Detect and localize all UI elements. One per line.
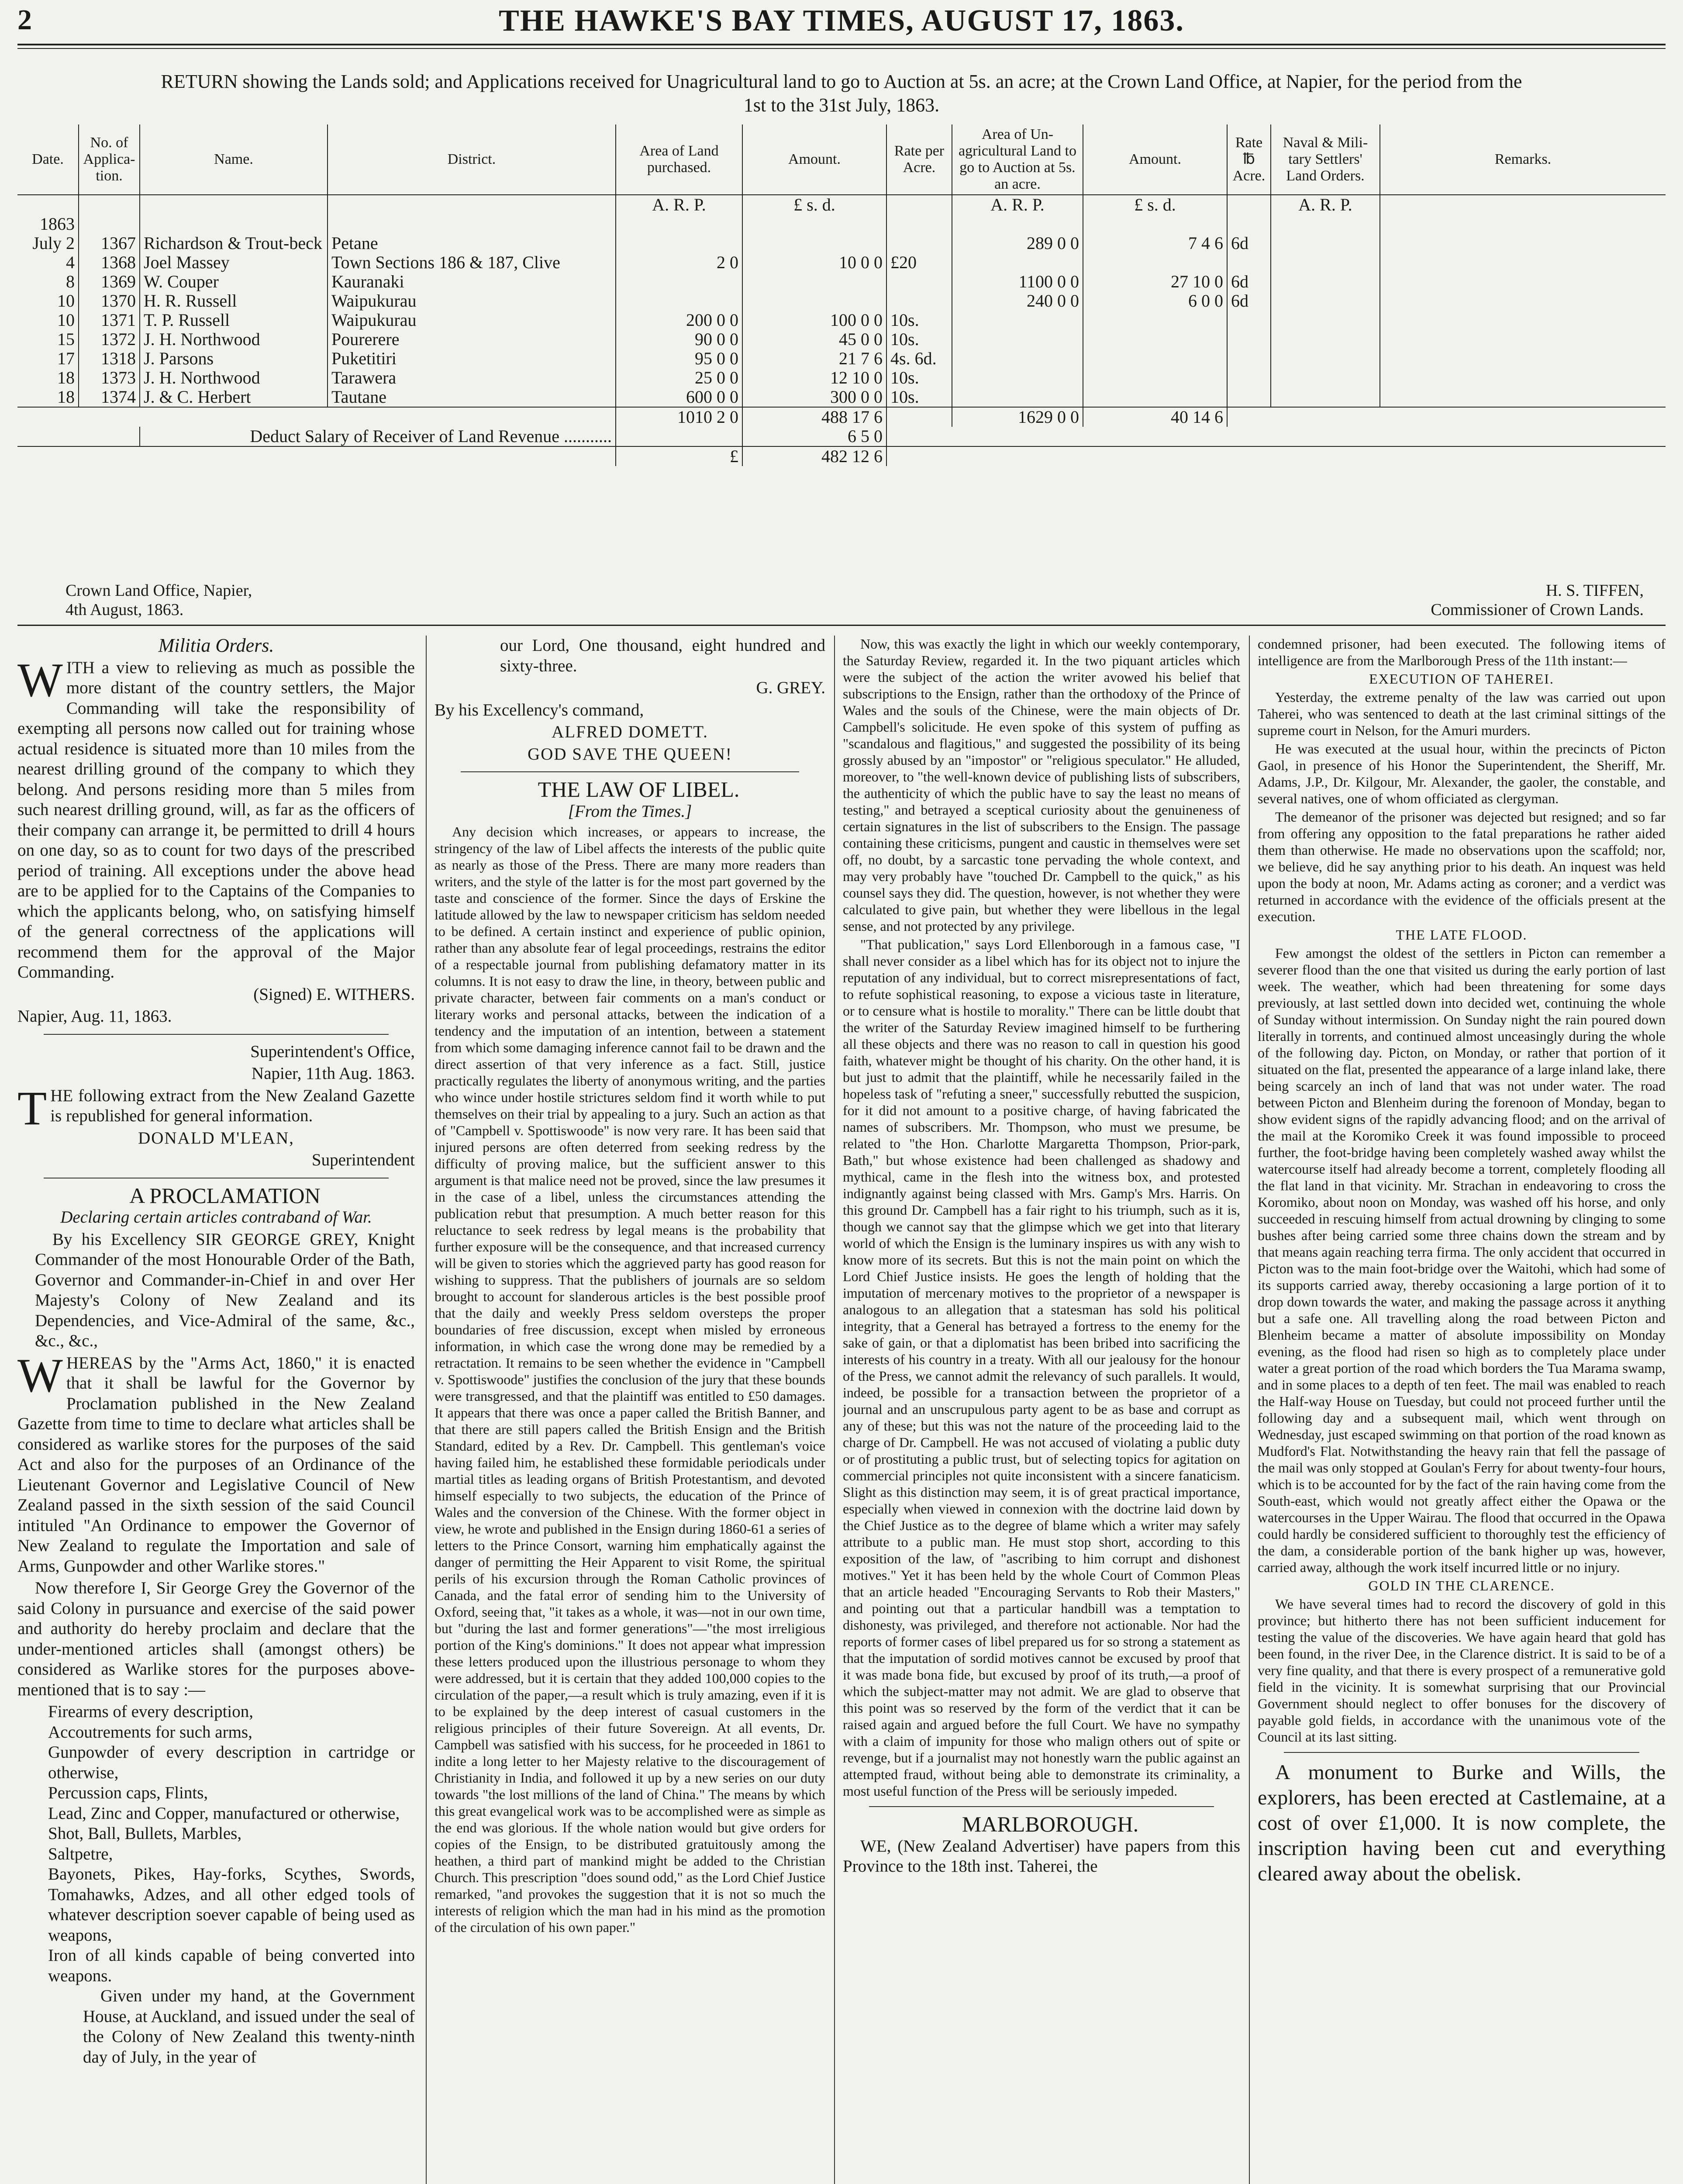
return-row (17, 291, 1666, 311)
libel-article-source: [From the Times.] (568, 802, 692, 821)
return-cell: 300 0 0 (742, 387, 886, 407)
return-cell (952, 387, 1083, 407)
marlborough-continued: condemned prisoner, had been executed. The following items of intelligence are from the Marlborough Press of the 11th instant:— (1258, 636, 1666, 668)
return-cell: 1367 (79, 234, 140, 253)
return-cell: 1100 0 0 (952, 272, 1083, 291)
return-cell: 10s. (886, 368, 952, 387)
return-cell: Town Sections 186 & 187, Clive (328, 253, 616, 272)
return-cell: 18 (17, 368, 79, 387)
return-summary-cell: Deduct Salary of Receiver of Land Revenue ........... (140, 427, 616, 446)
proclamation-intro: By his Excellency SIR GEORGE GREY, Knight Commander of the most Honourable Order of the Bath, Governor and Commander-in-Chief in and over Her Majesty's Colony of New Zealand and its Dependencies, and Vice-Admiral of the same, &c., &c., &c., (35, 1230, 415, 1350)
return-summary-cell: 1629 0 0 (952, 407, 1083, 427)
return-cell (1271, 234, 1380, 253)
return-summary-cell: 1010 2 0 (616, 407, 742, 427)
return-cell (1380, 214, 1666, 234)
return-cell (1380, 311, 1666, 330)
proclamation-subtitle: Declaring certain articles contraband of War. (60, 1208, 372, 1227)
return-cell (952, 311, 1083, 330)
return-cell: Kauranaki (328, 272, 616, 291)
return-cell (140, 214, 328, 234)
divider (461, 771, 799, 772)
gold-body: We have several times had to record the discovery of gold in this province; but hitherto there has not been sufficient inducement for testing the value of the discoveries. We have again heard that gold has been found, in the river Dee, in the Clarence district. It is said to be of a very fine quality, and that there is every prospect of a remunerative gold field in the vicinity. It is somewhat surprising that our Provincial Government should neglect to offer bonuses for the discovery of payable gold fields, in accordance with the unanimous vote of the Council at its last sitting. (1258, 1596, 1666, 1745)
return-cell: 10s. (886, 387, 952, 407)
return-column-header: Area of Un-agricultural Land to go to Auction at 5s. an acre. (952, 124, 1083, 195)
page-number: 2 (17, 4, 32, 36)
return-cell: 2 0 (616, 253, 742, 272)
superintendent-name: DONALD M'LEAN, (138, 1128, 294, 1147)
list-item: Firearms of every description, (48, 1702, 254, 1721)
return-footer-date: 4th August, 1863. (66, 601, 184, 619)
masthead-rule (17, 44, 1666, 45)
return-cell (952, 349, 1083, 368)
return-column-header: Name. (140, 124, 328, 195)
return-unit-label (886, 195, 952, 214)
return-cell (1271, 330, 1380, 349)
return-cell (952, 330, 1083, 349)
return-cell: J. & C. Herbert (140, 387, 328, 407)
return-cell: 600 0 0 (616, 387, 742, 407)
return-cell: Joel Massey (140, 253, 328, 272)
return-cell: 21 7 6 (742, 349, 886, 368)
masthead-title: THE HAWKE'S BAY TIMES, AUGUST 17, 1863. (499, 4, 1184, 38)
whereas-body: HEREAS by the "Arms Act, 1860," it is enacted that it shall be lawful for the Governor by Proclamation published in the New Zealand Gazette from time to time to declare what articles shall be considered as warlike stores for the purposes of the said Act and also for the purposes of an Ordinance of the Lieutenant Governor and Legislative Council of New Zealand passed in the sixth session of the said Council intituled "An Ordinance to empower the Governor of New Zealand to regulate the Importation and sale of Arms, Gunpowder and other Warlike stores." (17, 1353, 415, 1576)
return-cell: Waipukurau (328, 311, 616, 330)
return-unit-label (1380, 195, 1666, 214)
return-summary-cell: 482 12 6 (742, 446, 886, 466)
return-cell (742, 291, 886, 311)
return-row (17, 349, 1666, 368)
return-row (17, 368, 1666, 387)
return-cell (952, 253, 1083, 272)
return-column-header: District. (328, 124, 616, 195)
list-item: Percussion caps, Flints, (48, 1783, 208, 1802)
libel-article-title: THE LAW OF LIBEL. (538, 777, 740, 802)
return-cell: 1372 (79, 330, 140, 349)
return-unit-label: £ s. d. (1083, 195, 1227, 214)
return-row (17, 234, 1666, 253)
return-cell (952, 368, 1083, 387)
burke-wills-item: A monument to Burke and Wills, the explorers, has been erected at Castlemaine, at a cost of over £1,000. It is now complete, the inscription having been cut and everything cleared away about the obelisk. (1258, 1761, 1666, 1885)
return-cell (1083, 349, 1227, 368)
return-cell: 100 0 0 (742, 311, 886, 330)
return-cell: 25 0 0 (616, 368, 742, 387)
return-cell: 240 0 0 (952, 291, 1083, 311)
return-unit-label: £ s. d. (742, 195, 886, 214)
given-under-hand: Given under my hand, at the Government House, at Auckland, and issued under the seal of the Colony of New Zealand this twenty-ninth day of July, in the year of (83, 1987, 415, 2067)
whereas-paragraph (17, 1348, 415, 1577)
return-cell: Petane (328, 234, 616, 253)
return-cell (1083, 387, 1227, 407)
return-cell (1083, 330, 1227, 349)
return-cell: £20 (886, 253, 952, 272)
execution-heading: EXECUTION OF TAHEREI. (1369, 671, 1554, 687)
return-cell (1271, 253, 1380, 272)
return-cell (886, 214, 952, 234)
return-cell (886, 234, 952, 253)
return-cell (616, 234, 742, 253)
return-cell: 27 10 0 (1083, 272, 1227, 291)
return-summary-cell (17, 407, 616, 427)
militia-date: Napier, Aug. 11, 1863. (17, 1007, 172, 1026)
return-unit-label: A. R. P. (952, 195, 1083, 214)
masthead-rule-thin (17, 48, 1666, 49)
return-cell: 200 0 0 (616, 311, 742, 330)
return-cell: 10 (17, 291, 79, 311)
return-unit-label (1227, 195, 1271, 214)
return-cell: 1370 (79, 291, 140, 311)
list-item: Gunpowder of every description in cartridge or otherwise, (48, 1743, 415, 1782)
return-row (17, 214, 1666, 234)
return-cell (1380, 234, 1666, 253)
return-cell: 1369 (79, 272, 140, 291)
flood-body: Few amongst the oldest of the settlers in Picton can remember a severer flood than the one that visited us during the early portion of last week. The weather, which had been threatening for some days previously, at last settled down into decided wet, continuing the whole of Sunday without intermission. On Sunday night the rain poured down literally in torrents, and continued almost unceasingly during the whole of the following day. Picton, on Monday, or rather that portion of it situated on the flat, presented the appearance of a large inland lake, there being scarcely an inch of land that was not under water. The road between Picton and Blenheim during the forenoon of Monday, began to show evident signs of the rapidly advancing flood; and on the arrival of the mail at the Koromiko Creek it was found impossible to proceed further, the foot-bridge having been completely washed away whilst the watercourse itself had already become a torrent, completely flooding all the flat land in that vicinity. Mr. Strachan in endeavoring to cross the Koromiko, about noon on Monday, was washed off his horse, and only succeeded in rescuing himself from actual drowning by clinging to some bushes after being carried some three chains down the stream and by that means again reaching terra firma. The only accident that occurred in Picton was to the main foot-bridge over the Waitohi, which had some of its supports carried away, thereby occasioning a large portion of it to drop down towards the water, and making the passage across it anything but a safe one. All travelling along the road between Picton and Blenheim became a matter of absolute impossibility on Monday evening, as the flood had risen so high as to completely place under water a great portion of the road which borders the Tua Marama swamp, and in some places to a depth of ten feet. The mail was enabled to reach the Half-way House on Tuesday, but could not proceed further until the following day and a subsequent mail, which went through on Wednesday, just escaped swimming on that portion of the road known as Mudford's Flat. Notwithstanding the heavy rain that fell the passage of the mail was only stopped at Goulan's Ferry for about twenty-four hours, which is to be accounted for by the fact of the rain having come from the South-east, which would not greatly affect either the Opawa or the watercourses in the Upper Wairau. The flood that occurred in the Opawa could hardly be considered sufficient to thoroughly test the efficiency of the dam, a considerable portion of the bank higher up was, however, carried away, although the work itself incurred little or no injury. (1258, 945, 1666, 1575)
return-cell (1227, 330, 1271, 349)
return-cell (952, 214, 1083, 234)
return-cell (1271, 291, 1380, 311)
return-cell: 10 (17, 311, 79, 330)
gazette-notice (17, 1081, 415, 1135)
return-row (17, 330, 1666, 349)
office-date: Napier, 11th Aug. 1863. (252, 1064, 415, 1083)
proclamation-title: A PROCLAMATION (129, 1183, 321, 1208)
list-item: Shot, Ball, Bullets, Marbles, (48, 1824, 242, 1843)
return-cell: Waipukurau (328, 291, 616, 311)
return-cell: 1368 (79, 253, 140, 272)
return-cell: J. Parsons (140, 349, 328, 368)
return-summary-cell (886, 407, 952, 427)
return-cell: Tarawera (328, 368, 616, 387)
return-summary-cell: 488 17 6 (742, 407, 886, 427)
return-cell (616, 272, 742, 291)
return-cell: 4 (17, 253, 79, 272)
return-summary-cell (17, 446, 616, 466)
grey-signature: G. GREY. (756, 678, 825, 697)
return-cell: 18 (17, 387, 79, 407)
return-cell (1227, 387, 1271, 407)
return-cell (1083, 311, 1227, 330)
column-divider (426, 636, 427, 2184)
return-cell: 6d (1227, 234, 1271, 253)
return-column-header: No. of Applica-tion. (79, 124, 140, 195)
now-therefore-paragraph: Now therefore I, Sir George Grey the Governor of the said Colony in pursuance and exercise of the said power and authority do hereby proclaim and declare that the under-mentioned articles shall (amongst others) be considered as Warlike stores for the purposes above-mentioned that is to say :— (17, 1579, 415, 1699)
return-cell: Puketitiri (328, 349, 616, 368)
libel-article-body: Any decision which increases, or appears to increase, the stringency of the law of Libel affects the interests of the public quite as nearly as those of the Press. There are many more readers than writers, and the style of the latter is for the most part governed by the taste and conscience of the former. Since the days of Erskine the latitude allowed by the law to newspaper criticism has seldom needed to be defined. A certain instinct and experience of public opinion, rather than any absolute fear of legal proceedings, restrains the editor of a respectable journal from publishing defamatory matter in its columns. It is not easy to draw the line, in theory, between public and private character, between fair comments on a man's conduct or literary works and personal attacks, between the indication of a tendency and the imputation of an intention, between a statement from which some damaging inference cannot fail to be drawn and the direct assertion of that very inference as a fact. Still, justice practically regulates the liberty of anonymous writing, and the parties who wince under hostile strictures seldom find it worth while to put themselves on their trial by appealing to a jury. Such an action as that of "Campbell v. Spottiswoode" is now very rare. It has been said that injured persons are often deterred from seeking redress by the difficulty of proving malice, but the sufficient answer to this argument is that malice need not be proved, since the law presumes it in the case of a libel, unless the circumstances attending the publication rebut that presumption. A much better reason for this reluctance to seek redress by legal means is the probability that further exposure will be the consequence, and that increased currency will be given to stories which the aggrieved party has good reason for wishing to suppress. That the publishers of journals are so seldom brought to account for slanderous articles is the best possible proof that the daily and weekly Press seldom oversteps the proper boundaries of free discussion, except when misled by erroneous information, in which case the wrong done may be remedied by a retractation. It remains to be seen whether the evidence in "Campbell v. Spottiswoode" justifies the conclusion of the jury that these bounds were transgressed, and that the plaintiff was entitled to £50 damages. It appears that there was once a paper called the British Banner, and that there are still papers called the British Ensign and the British Standard, edited by a Rev. Dr. Campbell. This gentleman's voice having failed him, he established these formidable periodicals under martial titles as leading organs of British Protestantism, and devoted himself especially to two subjects, the education of the Prince of Wales and the conversion of the Chinese. With the former object in view, he wrote and published in the Ensign during 1860-61 a series of letters to the Prince Consort, warning him emphatically against the danger of permitting the Heir Apparent to visit Rome, the spiritual perils of his excursion through the Roman Catholic provinces of Canada, and the fatal error of sending him to the University of Oxford, seeing that, "it takes as a whole, it was—not in our own time, but "during the last and former generations"—"the most irreligious portion of the King's dominions." It does not appear what impression these letters produced upon the illustrious personage to whom they were addressed, but it is certain that they added 100,000 copies to the circulation of the paper,—a result which is truly amazing, even if it is to be explained by the deep interest of casual customers in the religious principles of their future Sovereign. At all events, Dr. Campbell was satisfied with his success, for he proceeded in 1861 to indite a long letter to her Majesty relative to the discouragement of Christianity in India, and followed it up by a new series on our duty towards "the lost millions of the land of China." The means by which this great evangelical work was to be accomplished were as simple as the end was glorious. If the whole nation would but give orders for copies of the Ensign, to be distributed gratuitously among the heathen, a third part of mankind might be added to the Christian Church. This prescription "does sound odd," as the Lord Chief Justice remarked, "and provokes the suggestion that it is not so much the interests of religion which the man had in his mind as the promotion of the circulation of his own paper." (435, 824, 825, 1935)
proclamation-continued: our Lord, One thousand, eight hundred and sixty-three. (500, 636, 825, 675)
gazette-notice-body: HE following extract from the New Zealand Gazette is republished for general information. (50, 1086, 415, 1125)
return-cell: 6 0 0 (1083, 291, 1227, 311)
return-cell (1380, 272, 1666, 291)
domett-signature: ALFRED DOMETT. (552, 722, 708, 741)
return-cell: T. P. Russell (140, 311, 328, 330)
return-cell: 12 10 0 (742, 368, 886, 387)
execution-para-2: He was executed at the usual hour, within the precincts of Picton Gaol, in presence of his Honor the Superintendent, the Sheriff, Mr. Adams, J.P., Dr. Kilgour, Mr. Alexander, the gaoler, the constable, and several natives, one of whom officiated as clergyman. (1258, 741, 1666, 806)
gold-heading: GOLD IN THE CLARENCE. (1368, 1578, 1555, 1593)
return-unit-label: A. R. P. (1271, 195, 1380, 214)
return-cell: Tautane (328, 387, 616, 407)
return-cell (886, 291, 952, 311)
column-3 (843, 636, 1240, 2184)
list-item: Accoutrements for such arms, (48, 1722, 252, 1742)
return-row (17, 311, 1666, 330)
return-title-line2: 1st to the 31st July, 1863. (743, 94, 940, 116)
return-cell (1227, 349, 1271, 368)
list-item: Saltpetre, (48, 1844, 113, 1863)
divider (1284, 1752, 1639, 1753)
militia-signed: (Signed) E. WITHERS. (253, 985, 415, 1004)
return-column-header: Naval & Mili-tary Settlers' Land Orders. (1271, 124, 1380, 195)
return-unit-label (17, 195, 79, 214)
return-cell (1380, 368, 1666, 387)
return-cell (616, 214, 742, 234)
table-bottom-rule (17, 625, 1666, 626)
return-cell (742, 272, 886, 291)
return-cell: 1373 (79, 368, 140, 387)
superintendent-title: Superintendent (311, 1151, 415, 1169)
drop-cap: W (17, 653, 63, 707)
list-item: Bayonets, Pikes, Hay-forks, Scythes, Swords, Tomahawks, Adzes, and all other edged tools of whatever description soever capable of being used as weapons, (48, 1865, 415, 1945)
column-2 (435, 636, 825, 2184)
return-cell: 1371 (79, 311, 140, 330)
return-cell (742, 234, 886, 253)
return-unit-label (140, 195, 328, 214)
return-title (17, 70, 1666, 117)
list-item: Iron of all kinds capable of being converted into weapons. (48, 1946, 415, 1985)
return-cell: Pourerere (328, 330, 616, 349)
return-summary-cell: 6 5 0 (742, 427, 886, 446)
return-cell: Richardson & Trout-beck (140, 234, 328, 253)
warlike-stores-list (17, 1702, 415, 1986)
marlborough-title: MARLBOROUGH. (962, 1812, 1139, 1836)
return-cell: 10s. (886, 330, 952, 349)
return-cell: July 2 (17, 234, 79, 253)
return-cell: J. H. Northwood (140, 368, 328, 387)
column-divider (1249, 636, 1250, 2184)
return-cell: 6d (1227, 291, 1271, 311)
libel-continued-1: Now, this was exactly the light in which our weekly contemporary, the Saturday Review, regarded it. In the two piquant articles which were the subject of the action the writer avowed his belief that subscriptions to the Ensign, rather than the orthodoxy of the Prince of Wales and the souls of the Chinese, were the main objects of Dr. Campbell's solicitude. He even spoke of this system of puffing as "scandalous and flagitious," and suggested the possibility of its being grossly abused by an "impostor" or "religious speculator." He alluded, moreover, to "the well-known device of publishing lists of subscribers, the authenticity of which the public have to say the least no means of testing," and betrayed a sceptical curiosity about the genuineness of certain signatures in the list of subscribers to the Ensign. The passage containing these criticisms, pungent and caustic in themselves were set off, no doubt, by a sarcastic tone pervading the whole context, and may very probably have "touched Dr. Campbell to the quick," as his counsel says they did. The question, however, is not whether they were calculated to give pain, but whether they were libellous in the legal sense, and not protected by any privilege. (843, 636, 1240, 934)
execution-para-3: The demeanor of the prisoner was dejected but resigned; and so far from offering any opposition to the fatal preparations he rather aided them than otherwise. He made no observations upon the scaffold; nor, we believe, did he say anything prior to his death. An inquest was held upon the body at noon, Mr. Adams acting as coroner; and a verdict was returned in accordance with the evidence of the officials present at the execution. (1258, 809, 1666, 924)
return-unit-label (79, 195, 140, 214)
return-cell (79, 214, 140, 234)
return-cell: 1318 (79, 349, 140, 368)
return-cell: 289 0 0 (952, 234, 1083, 253)
return-column-header: Rate ℔ Acre. (1227, 124, 1271, 195)
return-cell: 8 (17, 272, 79, 291)
return-cell (1271, 368, 1380, 387)
return-row (17, 387, 1666, 407)
list-item: Lead, Zinc and Copper, manufactured or otherwise, (48, 1804, 400, 1823)
by-command: By his Excellency's command, (435, 700, 644, 719)
return-row (17, 253, 1666, 272)
return-column-header: Area of Land purchased. (616, 124, 742, 195)
return-summary-row (17, 427, 1666, 446)
return-cell (1271, 387, 1380, 407)
return-row (17, 272, 1666, 291)
return-cell (616, 291, 742, 311)
return-column-header: Remarks. (1380, 124, 1666, 195)
return-cell (1227, 253, 1271, 272)
drop-cap: W (17, 1348, 63, 1402)
return-summary-cell (886, 427, 1666, 446)
return-cell (1380, 253, 1666, 272)
return-summary-cell (616, 427, 742, 446)
return-cell (328, 214, 616, 234)
return-footer-office (66, 581, 252, 619)
return-unit-label (328, 195, 616, 214)
marlborough-body: WE, (New Zealand Advertiser) have papers from this Province to the 18th inst. Taherei, the (843, 1836, 1240, 1876)
column-1 (17, 636, 415, 2184)
return-units-row (17, 195, 1666, 214)
return-cell (1271, 311, 1380, 330)
return-summary-cell (1227, 407, 1666, 427)
divider (44, 1034, 389, 1035)
divider (869, 1806, 1214, 1807)
return-cell: J. H. Northwood (140, 330, 328, 349)
return-cell: 6d (1227, 272, 1271, 291)
return-cell: W. Couper (140, 272, 328, 291)
return-cell: 1374 (79, 387, 140, 407)
return-cell (1227, 311, 1271, 330)
return-cell (1271, 272, 1380, 291)
column-divider (834, 636, 835, 2184)
return-summary-cell (886, 446, 1666, 466)
return-cell: 45 0 0 (742, 330, 886, 349)
return-cell (742, 214, 886, 234)
return-summary-row (17, 407, 1666, 427)
return-cell: 90 0 0 (616, 330, 742, 349)
god-save-the-queen: GOD SAVE THE QUEEN! (528, 744, 732, 764)
return-cell (1271, 349, 1380, 368)
column-4 (1258, 636, 1666, 2184)
return-cell: 15 (17, 330, 79, 349)
return-cell (1083, 368, 1227, 387)
return-cell (1083, 253, 1227, 272)
return-cell: 10 0 0 (742, 253, 886, 272)
office-line: Superintendent's Office, (250, 1042, 415, 1061)
flood-heading: THE LATE FLOOD. (1396, 927, 1528, 943)
militia-heading: Militia Orders. (158, 636, 274, 656)
return-header-row (17, 124, 1666, 195)
return-cell (1380, 349, 1666, 368)
militia-order-text (17, 653, 415, 983)
return-cell: 7 4 6 (1083, 234, 1227, 253)
return-cell (1380, 330, 1666, 349)
return-cell (886, 272, 952, 291)
return-cell (1271, 214, 1380, 234)
return-cell: 17 (17, 349, 79, 368)
return-cell (1380, 387, 1666, 407)
return-cell: 4s. 6d. (886, 349, 952, 368)
return-summary-row (17, 446, 1666, 466)
militia-order-body: ITH a view to relieving as much as possible the more distant of the country settlers, the Major Commanding will take the responsibility of exempting all persons now called out for training whose actual residence is situated more than 10 miles from the nearest drilling ground of the company to which they belong. And persons residing more than 5 miles from such nearest drilling ground, will, as far as the officers of their company can arrange it, be permitted to drill 4 hours on one day, so as to count for two days of the prescribed period of training. All exceptions under the above head are to be applied for to the Captains of the Companies to which the applicants belong, who, on satisfying himself of the general correctness of the applications will recommend them for the approval of the Major Commanding. (17, 658, 415, 981)
return-summary-cell (17, 427, 140, 446)
return-cell: H. R. Russell (140, 291, 328, 311)
return-cell: 95 0 0 (616, 349, 742, 368)
return-column-header: Date. (17, 124, 79, 195)
return-cell (1083, 214, 1227, 234)
return-footer-title: Commissioner of Crown Lands. (1431, 601, 1644, 619)
execution-para-1: Yesterday, the extreme penalty of the law was carried out upon Taherei, who was sentenced to death at the last criminal sittings of the supreme court in Nelson, for the Amuri murders. (1258, 689, 1666, 738)
return-summary-cell: £ (616, 446, 742, 466)
return-footer-name: H. S. TIFFEN, (1545, 581, 1644, 600)
return-unit-label: A. R. P. (616, 195, 742, 214)
return-cell: 10s. (886, 311, 952, 330)
return-column-header: Amount. (1083, 124, 1227, 195)
return-cell (1380, 291, 1666, 311)
return-table (17, 124, 1666, 466)
return-column-header: Rate per Acre. (886, 124, 952, 195)
return-title-line1: RETURN showing the Lands sold; and Applications received for Unagricultural land to go to Auction at 5s. an acre; at the Crown Land Office, at Napier, for the period from the (161, 71, 1522, 92)
return-cell: 1863 (17, 214, 79, 234)
return-summary-cell: 40 14 6 (1083, 407, 1227, 427)
return-table-body (17, 214, 1666, 466)
return-cell (1227, 214, 1271, 234)
drop-cap: T (17, 1081, 47, 1135)
return-footer-signature (1431, 581, 1644, 619)
libel-continued-2: "That publication," says Lord Ellenborough in a famous case, "I shall never consider as a libel which has for its object not to injure the reputation of any individual, but to correct misrepresentations of fact, to refute sophistical reasoning, to expose a vicious taste in literature, or to censure what is hostile to morality." There can be little doubt that the writer of the Saturday Review imagined himself to be furthering all these objects and there was no reason to call in question his good faith, whatever might be thought of his charity. On the other hand, it is but just to admit that the plaintiff, while he necessarily failed in the hopeless task of "refuting a sneer," successfully rebutted the suspicion, for it did not amount to a positive charge, of having fabricated the names of subscribers. Mr. Thompson, who must we presume, be related to "the Hon. Charlotte Margaretta Thompson, Prior-park, Bath," but whose existence had been challenged as shadowy and mythical, came in the flesh into the witness box, and protested indignantly against being classed with Mrs. Gamp's Mrs. Harris. On this ground Dr. Campbell has a fair right to his triumph, such as it is, though we cannot say that the glimpse which we get into that literary world of which the Ensign is the luminary inspires us with any wish to know more of its secrets. But this is not the main point on which the Lord Chief Justice insists. He goes the length of holding that the imputation of mercenary motives to the proprietor of a newspaper is analogous to an allegation that a statesman has sold his political integrity, that a General has betrayed a fortress to the enemy for the sake of gain, or that a diplomatist has been bribed into sacrificing the interests of his country in a treaty. With all our jealousy for the honour of the Press, we cannot admit the relevancy of such parallels. It would, indeed, be possible for a transaction between the proprietor of a journal and an unscrupulous party agent to be as base and corrupt as any of these; but this was not the nature of the proceeding laid to the charge of Dr. Campbell. He was not accused of violating a public duty or of prostituting a public trust, but of selecting topics for agitation on commercial principles not quite inconsistent with a sincere fanaticism. Slight as this distinction may seem, it is of great practical importance, especially when viewed in connexion with the doctrine laid down by the Chief Justice as to the degree of blame which a writer may safely attribute to a public man. He must stop short, according to this exposition of the law, of "ascribing to him corrupt and dishonest motives." Yet it has been held by the whole Court of Common Pleas that an article headed "Encouraging Servants to Rob their Masters," and pointing out that a particular handbill was a temptation to dishonesty, was privileged, and therefore not actionable. Nor had the reports of former cases of libel prepared us for so strong a statement as that the imputation of sordid motives cannot be excused by proof that it was made bona fide, but excused by proof of its truth,—a proof of which the subject-matter may not admit. We are glad to observe that this point was so reserved by the form of the verdict that it can be raised again and argued before the full Court. We have no sympathy with a claim of impunity for those who malign others out of spite or revenge, but if a journalist may not honestly warn the public against an attempted fraud, without being able to demonstrate its criminality, a most useful function of the Press will be seriously impeded. (843, 936, 1240, 1799)
return-column-header: Amount. (742, 124, 886, 195)
return-cell (1227, 368, 1271, 387)
return-footer-office-line: Crown Land Office, Napier, (66, 581, 252, 600)
